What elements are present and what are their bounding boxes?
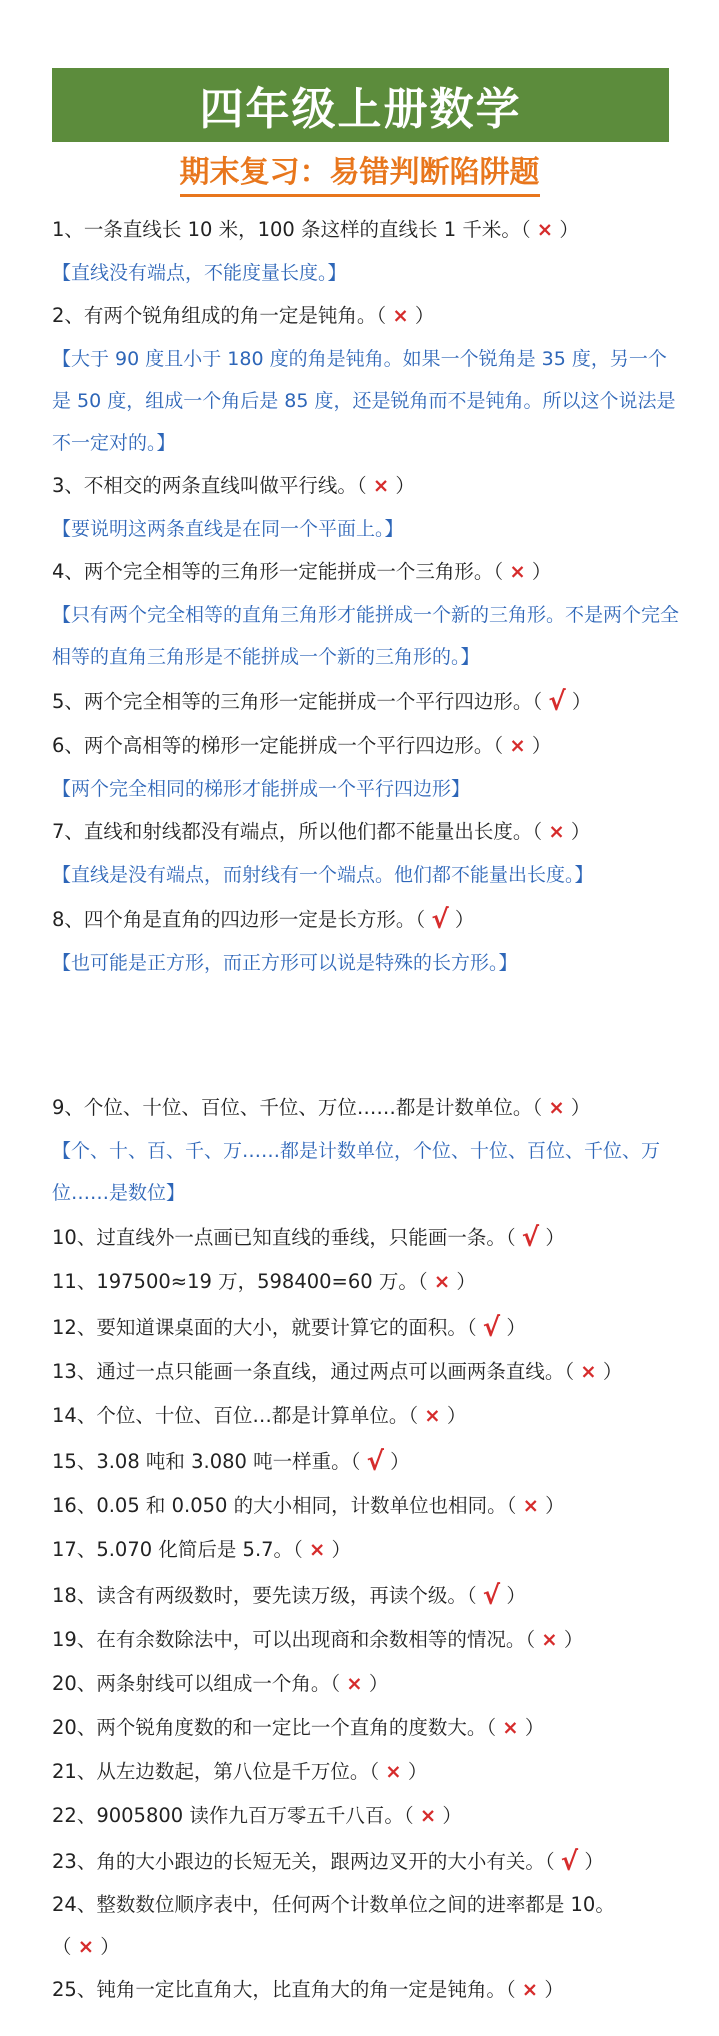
question-item (52, 1838, 682, 1884)
wrong-mark-icon: × (521, 1978, 539, 2001)
wrong-mark-icon: × (580, 1360, 597, 1383)
question-text: 20、两条射线可以组成一个角。（ × ） (52, 1672, 389, 1695)
wrong-mark-icon: × (536, 218, 554, 241)
question-text: 25、钝角一定比直角大，比直角大的角一定是钝角。（ × ） (52, 1978, 564, 2001)
question-text: 19、在有余数除法中，可以出现商和余数相等的情况。（ × ） (52, 1628, 584, 1651)
wrong-mark-icon: × (509, 560, 526, 583)
question-item (52, 208, 682, 294)
wrong-mark-icon: × (372, 474, 390, 497)
answer-explanation: 【直线是没有端点，而射线有一个端点。他们都不能量出长度。】 (52, 864, 594, 886)
question-item (52, 896, 682, 984)
wrong-mark-icon: × (77, 1935, 95, 1958)
question-item (52, 1394, 682, 1438)
question-item (52, 810, 682, 896)
question-text: 16、0.05 和 0.050 的大小相同，计数单位也相同。（ × ） (52, 1494, 565, 1517)
question-text: 20、两个锐角度数的和一定比一个直角的度数大。（ × ） (52, 1716, 545, 1739)
question-item (52, 1750, 682, 1794)
question-item (52, 294, 682, 464)
check-mark-icon: √ (366, 1447, 384, 1477)
question-item (52, 1528, 682, 1572)
question-item (52, 1794, 682, 1838)
check-mark-icon: √ (521, 1223, 540, 1253)
question-item (52, 1706, 682, 1750)
wrong-mark-icon: × (509, 734, 526, 757)
page-subtitle: 期末复习：易错判断陷阱题 (180, 154, 540, 197)
question-item (52, 1662, 682, 1706)
question-item (52, 550, 682, 678)
wrong-mark-icon: × (548, 1096, 565, 1119)
section-gap (52, 984, 682, 1086)
question-text: 22、9005800 读作九百万零五千八百。（ × ） (52, 1804, 462, 1827)
check-mark-icon: √ (431, 905, 449, 935)
question-text: 18、读含有两级数时，要先读万级，再读个级。（ √ ） (52, 1572, 682, 1618)
question-text: 17、5.070 化简后是 5.7。（ × ） (52, 1538, 352, 1561)
question-text: 6、两个高相等的梯形一定能拼成一个平行四边形。（ × ） (52, 734, 552, 757)
question-item (52, 1968, 682, 2012)
question-text: 14、个位、十位、百位…都是计算单位。（ × ） (52, 1404, 467, 1427)
wrong-mark-icon: × (419, 1804, 437, 1827)
wrong-mark-icon: × (424, 1404, 441, 1427)
question-item (52, 1484, 682, 1528)
question-item (52, 1618, 682, 1662)
check-mark-icon: √ (482, 1313, 501, 1343)
answer-explanation: 【也可能是正方形，而正方形可以说是特殊的长方形。】 (52, 952, 518, 974)
question-list (52, 208, 682, 2012)
wrong-mark-icon: × (309, 1538, 326, 1561)
question-text: 11、197500≈19 万，598400=60 万。（ × ） (52, 1270, 476, 1293)
question-text: 9、个位、十位、百位、千位、万位……都是计数单位。（ × ） (52, 1096, 591, 1119)
wrong-mark-icon: × (541, 1628, 558, 1651)
question-text: 1、一条直线长 10 米，100 条这样的直线长 1 千米。（ × ） (52, 218, 579, 241)
wrong-mark-icon: × (548, 820, 565, 843)
wrong-mark-icon: × (392, 304, 409, 327)
page-title: 四年级上册数学 (52, 68, 669, 142)
wrong-mark-icon: × (346, 1672, 363, 1695)
question-item (52, 1260, 682, 1304)
question-text: 21、从左边数起，第八位是千万位。（ × ） (52, 1760, 428, 1783)
question-text: 15、3.08 吨和 3.080 吨一样重。（ √ ） (52, 1438, 682, 1484)
check-mark-icon: √ (482, 1581, 501, 1611)
question-text: 5、两个完全相等的三角形一定能拼成一个平行四边形。（ √ ） (52, 678, 682, 724)
answer-explanation: 【只有两个完全相等的直角三角形才能拼成一个新的三角形。不是两个完全相等的直角三角形是不能拼成一个新的三角形的。】 (52, 604, 680, 668)
question-item (52, 1086, 682, 1214)
question-text: 3、不相交的两条直线叫做平行线。（ × ） (52, 474, 415, 497)
answer-explanation: 【要说明这两条直线是在同一个平面上。】 (52, 518, 404, 540)
question-text: 8、四个角是直角的四边形一定是长方形。（ √ ） (52, 896, 682, 942)
wrong-mark-icon: × (522, 1494, 539, 1517)
wrong-mark-icon: × (385, 1760, 402, 1783)
wrong-mark-icon: × (433, 1270, 451, 1293)
question-text: 4、两个完全相等的三角形一定能拼成一个三角形。（ × ） (52, 560, 552, 583)
question-item (52, 1304, 682, 1350)
question-item (52, 1350, 682, 1394)
question-text: 13、通过一点只能画一条直线，通过两点可以画两条直线。（ × ） (52, 1360, 623, 1383)
answer-explanation: 【大于 90 度且小于 180 度的角是钝角。如果一个锐角是 35 度，另一个是 50 度，组成一个角后是 85 度，还是锐角而不是钝角。所以这个说法是不一定对的。】 (52, 348, 676, 454)
question-item (52, 724, 682, 810)
answer-explanation: 【直线没有端点，不能度量长度。】 (52, 262, 347, 284)
subtitle-container (0, 154, 719, 197)
question-text: 10、过直线外一点画已知直线的垂线，只能画一条。（ √ ） (52, 1214, 682, 1260)
question-text: 7、直线和射线都没有端点，所以他们都不能量出长度。（ × ） (52, 820, 591, 843)
answer-explanation: 【个、十、百、千、万……都是计数单位，个位、十位、百位、千位、万位……是数位】 (52, 1140, 661, 1204)
question-item (52, 678, 682, 724)
question-text: 24、整数数位顺序表中，任何两个计数单位之间的进率都是 10。 （ × ） (52, 1893, 615, 1958)
question-item (52, 464, 682, 550)
question-item (52, 1572, 682, 1618)
answer-explanation: 【两个完全相同的梯形才能拼成一个平行四边形】 (52, 778, 471, 800)
question-item (52, 1884, 682, 1968)
question-item (52, 1214, 682, 1260)
question-text: 23、角的大小跟边的长短无关，跟两边叉开的大小有关。（ √ ） (52, 1838, 682, 1884)
question-text: 2、有两个锐角组成的角一定是钝角。（ × ） (52, 304, 435, 327)
question-text: 12、要知道课桌面的大小，就要计算它的面积。（ √ ） (52, 1304, 682, 1350)
question-item (52, 1438, 682, 1484)
wrong-mark-icon: × (502, 1716, 519, 1739)
check-mark-icon: √ (560, 1847, 579, 1877)
check-mark-icon: √ (548, 687, 566, 717)
